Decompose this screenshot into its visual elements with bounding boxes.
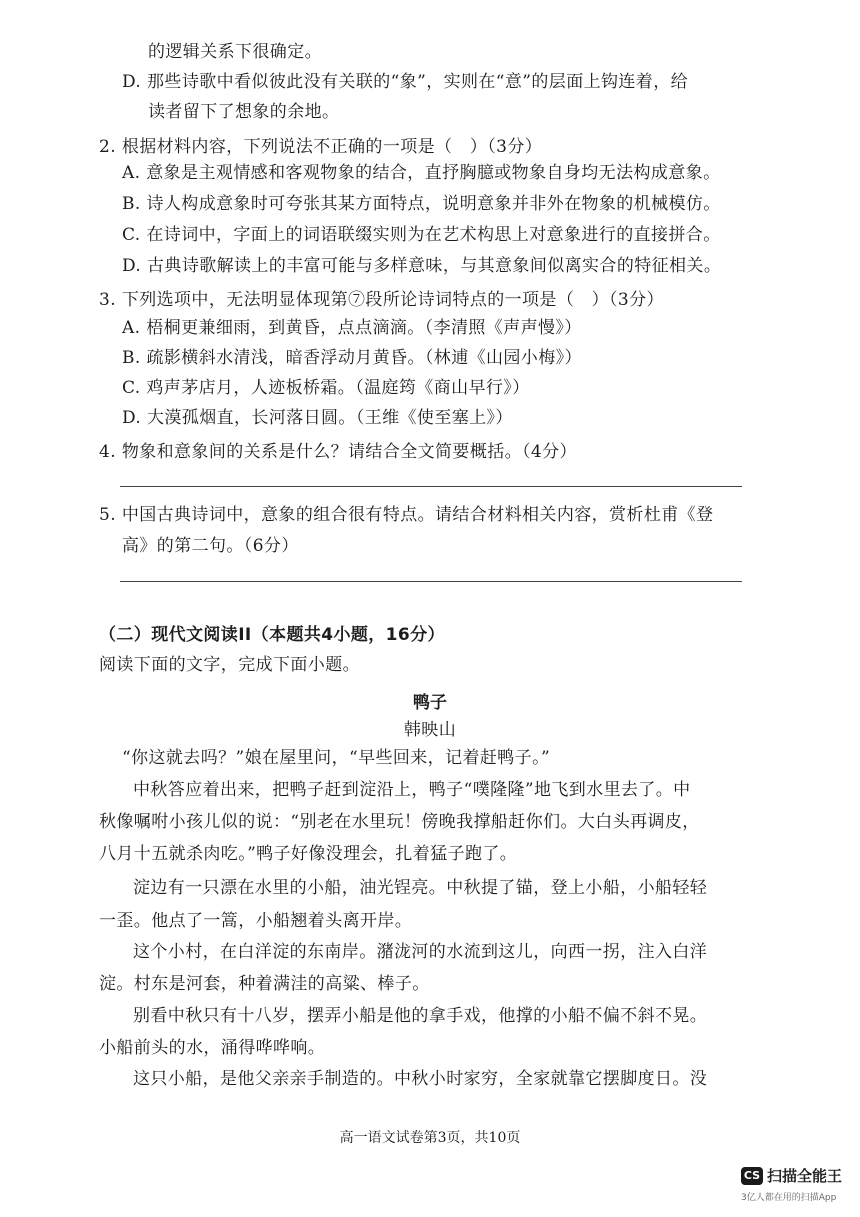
paragraph-line: 淀。村东是河套，种着满洼的高粱、棒子。 (99, 974, 430, 994)
scanner-watermark (741, 1165, 842, 1186)
camscanner-logo-icon: CS (741, 1167, 763, 1185)
paragraph-line: 中秋答应着出来，把鸭子赶到淀沿上，鸭子“噗隆隆”地飞到水里去了。中 (133, 780, 691, 800)
option-a: A. 意象是主观情感和客观物象的结合，直抒胸臆或物象自身均无法构成意象。 (122, 163, 721, 183)
answer-line (120, 581, 742, 582)
option-d: D. 大漠孤烟直，长河落日圆。（王维《使至塞上》） (122, 408, 513, 428)
paragraph-line: 这个小村，在白洋淀的东南岸。潴泷河的水流到这儿，向西一拐，注入白洋 (133, 942, 708, 962)
instruction: 阅读下面的文字，完成下面小题。 (99, 655, 360, 675)
option-b: B. 疏影横斜水清浅，暗香浮动月黄昏。（林逋《山园小梅》） (122, 348, 582, 368)
paragraph-line: 八月十五就杀肉吃。”鸭子好像没理会，扎着猛子跑了。 (99, 844, 518, 864)
text-line: 读者留下了想象的余地。 (148, 102, 340, 122)
option-d: D. 古典诗歌解读上的丰富可能与多样意味，与其意象间似离实合的特征相关。 (122, 256, 722, 276)
text-line: 高》的第二句。（6分） (122, 536, 299, 556)
scanner-app-name: 扫描全能王 (767, 1167, 843, 1185)
article-author: 韩映山 (403, 720, 457, 740)
scanner-tagline: 3亿人都在用的扫描App (741, 1193, 837, 1203)
answer-line (120, 486, 742, 487)
option-c: C. 在诗词中，字面上的词语联缀实则为在艺术构思上对意象进行的直接拼合。 (122, 225, 721, 245)
paragraph-line: 秋像嘱咐小孩儿似的说：“别老在水里玩！傍晚我撑船赶你们。大白头再调皮， (99, 812, 700, 832)
question-3: 3. 下列选项中，无法明显体现第⑦段所论诗词特点的一项是（ ）（3分） (99, 290, 664, 310)
paragraph-line: 淀边有一只漂在水里的小船，油光锃亮。中秋提了锚，登上小船，小船轻轻 (133, 878, 708, 898)
paragraph-line: 一歪。他点了一篙，小船翘着头离开岸。 (99, 911, 413, 931)
question-2: 2. 根据材料内容，下列说法不正确的一项是（ ）（3分） (99, 137, 543, 157)
option-b: B. 诗人构成意象时可夸张其某方面特点，说明意象并非外在物象的机械模仿。 (122, 194, 721, 214)
section-heading: （二）现代文阅读II（本题共4小题，16分） (99, 625, 445, 645)
paragraph-line: 这只小船，是他父亲亲手制造的。中秋小时家穷，全家就靠它摆脚度日。没 (133, 1069, 708, 1089)
paragraph-line: 别看中秋只有十八岁，摆弄小船是他的拿手戏，他撑的小船不偏不斜不晃。 (133, 1006, 708, 1026)
article-title: 鸭子 (413, 693, 447, 713)
question-5: 5. 中国古典诗词中，意象的组合很有特点。请结合材料相关内容，赏析杜甫《登 (99, 505, 714, 525)
paragraph-line: 小船前头的水，涌得哗哗响。 (99, 1038, 326, 1058)
option-c: C. 鸡声茅店月，人迹板桥霜。（温庭筠《商山早行》） (122, 378, 530, 398)
question-4: 4. 物象和意象间的关系是什么？请结合全文简要概括。（4分） (99, 442, 577, 462)
paragraph-line: “你这就去吗？”娘在屋里问，“早些回来，记着赶鸭子。” (122, 748, 551, 768)
text-line: 的逻辑关系下很确定。 (148, 42, 322, 62)
option-d: D. 那些诗歌中看似彼此没有关联的“象”，实则在“意”的层面上钩连着，给 (122, 72, 688, 92)
option-a: A. 梧桐更兼细雨，到黄昏，点点滴滴。（李清照《声声慢》） (122, 318, 582, 338)
page-footer: 高一语文试卷第3页，共10页 (339, 1130, 521, 1146)
